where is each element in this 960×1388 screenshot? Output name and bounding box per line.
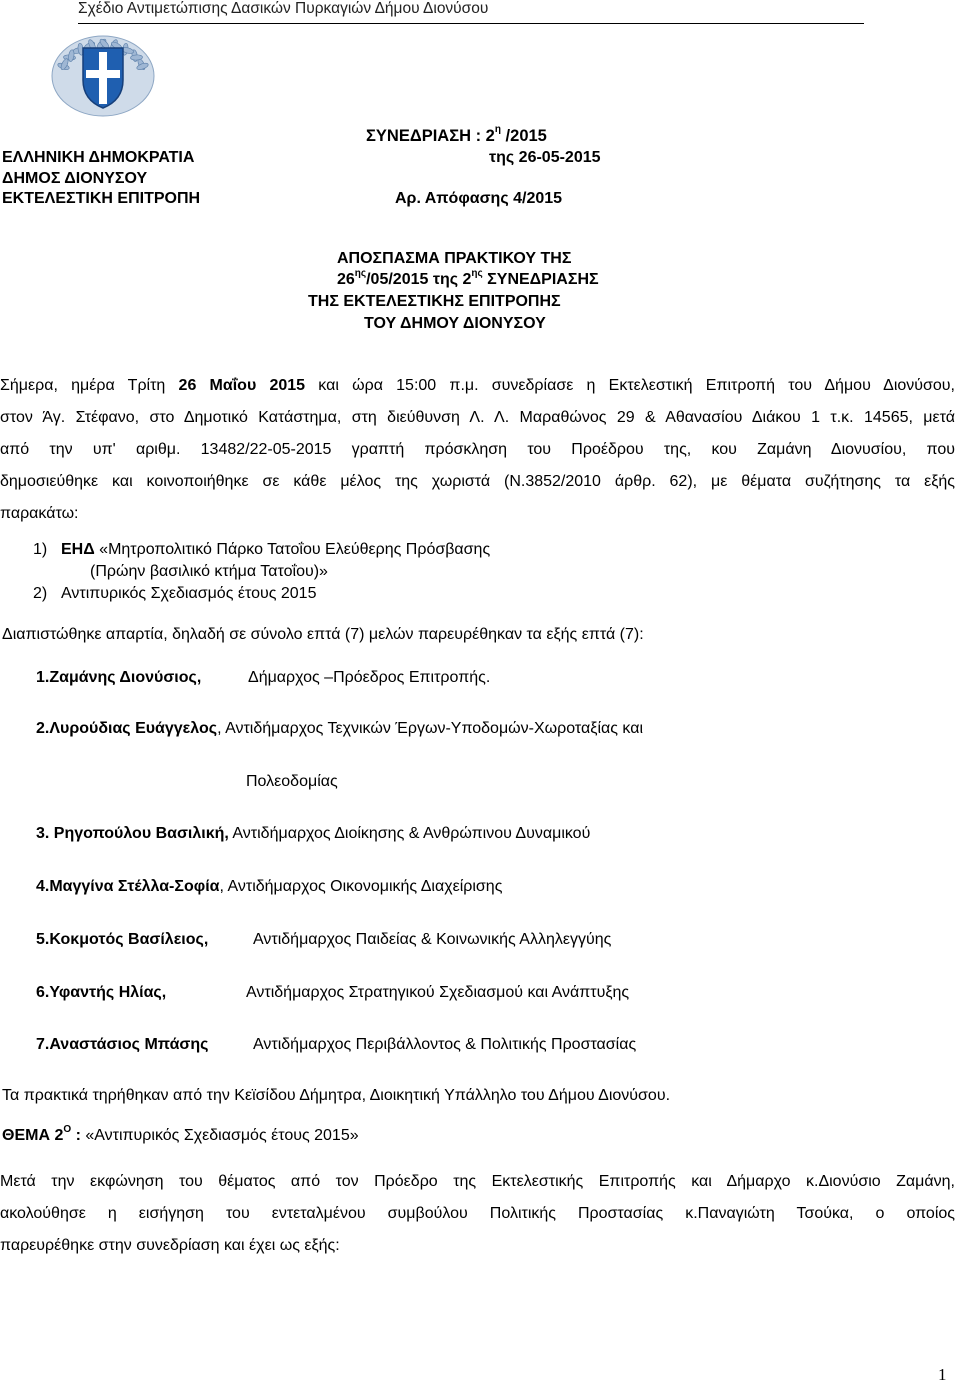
- member-4-role: , Αντιδήμαρχος Οικονομικής Διαχείρισης: [219, 878, 503, 895]
- title-line-3: ΤΗΣ ΕΚΤΕΛΕΣΤΙΚΗΣ ΕΠΙΤΡΟΠΗΣ: [308, 293, 561, 310]
- intro-line-1: [0, 370, 955, 402]
- agenda-item-1-bold: ΕΗΔ: [61, 541, 95, 558]
- intro-line-2: στον Άγ. Στέφανο, στο Δημοτικό Κατάστημα, στη διεύθυνση Λ. Λ. Μαραθώνος 29 & Αθανασίου Διάκου 1 τ.κ. 14565, μετά: [0, 409, 955, 426]
- republic-label: ΕΛΛΗΝΙΚΗ ΔΗΜΟΚΡΑΤΙΑ: [2, 149, 195, 166]
- agenda-item-1-text: «Μητροπολιτικό Πάρκο Τατοΐου Ελεύθερης Πρόσβασης: [94, 541, 491, 558]
- member-2: [36, 720, 643, 738]
- member-5-name: 5.Κοκμοτός Βασίλειος,: [36, 931, 209, 948]
- member-4: [36, 878, 502, 896]
- member-3: [36, 825, 590, 843]
- municipality-label: ΔΗΜΟΣ ΔΙΟΝΥΣΟΥ: [2, 170, 148, 187]
- intro-line-4: δημοσιεύθηκε και κοινοποιήθηκε σε κάθε μέλος της χωριστά (Ν.3852/2010 άρθρ. 62), με θέματα συζήτησης τα εξής: [0, 473, 955, 490]
- member-3-role: Αντιδήμαρχος Διοίκησης & Ανθρώπινου Δυναμικού: [228, 825, 591, 842]
- theme-text: «Αντιπυρικός Σχεδιασμός έτους 2015»: [80, 1127, 359, 1144]
- session-prefix: ΣΥΝΕΔΡΙΑΣΗ : 2: [366, 127, 495, 145]
- member-4-name: 4.Μαγγίνα Στέλλα-Σοφία: [36, 878, 220, 895]
- closing-line-3: παρευρέθηκε στην συνεδρίαση και έχει ως εξής:: [0, 1237, 340, 1254]
- title-line-2-b: /05/2015 της 2: [366, 271, 472, 288]
- title-line-1: ΑΠΟΣΠΑΣΜΑ ΠΡΑΚΤΙΚΟΥ ΤΗΣ: [337, 250, 572, 267]
- intro-line-5: παρακάτω:: [0, 505, 79, 522]
- member-2-role-continued: Πολεοδομίας: [246, 773, 338, 790]
- session-suffix: /2015: [500, 127, 547, 145]
- intro-line-3: από την υπ' αριθμ. 13482/22-05-2015 γραπτή πρόσκληση του Προέδρου της, κου Ζαμάνη Διονυσίου, που: [0, 441, 955, 458]
- theme-label-a: ΘΕΜΑ 2: [2, 1127, 64, 1144]
- session-date: της 26-05-2015: [489, 149, 601, 166]
- document-header-title: Σχέδιο Αντιμετώπισης Δασικών Πυρκαγιών Δήμου Διονύσου: [78, 0, 489, 17]
- minutes-keeper: Τα πρακτικά τηρήθηκαν από την Κεϊσίδου Δήμητρα, Διοικητική Υπάλληλο του Δήμου Διονύσου.: [2, 1087, 671, 1104]
- member-5-role: Αντιδήμαρχος Παιδείας & Κοινωνικής Αλληλεγγύης: [253, 931, 612, 948]
- page-number: 1: [938, 1365, 947, 1384]
- intro-l1-a: Σήμερα, ημέρα Τρίτη: [0, 377, 179, 394]
- theme-heading: [2, 1124, 359, 1145]
- member-1-role: Δήμαρχος –Πρόεδρος Επιτροπής.: [248, 669, 491, 686]
- greek-emblem-icon: [50, 34, 156, 118]
- agenda-item-2-number: 2): [33, 585, 48, 602]
- session-number: [366, 124, 547, 146]
- member-6-role: Αντιδήμαρχος Στρατηγικού Σχεδιασμού και Ανάπτυξης: [246, 984, 630, 1001]
- member-3-name: 3. Ρηγοπούλου Βασιλική,: [36, 825, 229, 842]
- intro-l1-c: και ώρα 15:00 π.μ. συνεδρίασε η Εκτελεστική Επιτροπή του Δήμου Διονύσου,: [305, 377, 956, 394]
- member-7-name: 7.Αναστάσιος Μπάσης: [36, 1036, 209, 1053]
- decision-number: Αρ. Απόφασης 4/2015: [395, 190, 563, 207]
- closing-line-2: ακολούθησε η εισήγηση του εντεταλμένου συμβούλου Πολιτικής Προστασίας κ.Παναγιώτη Τσούκα, ο οποίος: [0, 1205, 955, 1222]
- title-line-2-c: ΣΥΝΕΔΡΙΑΣΗΣ: [482, 271, 599, 288]
- member-7-role: Αντιδήμαρχος Περιβάλλοντος & Πολιτικής Προστασίας: [253, 1036, 637, 1053]
- title-line-2-sup1: ης: [354, 268, 367, 279]
- title-line-2: [337, 268, 599, 289]
- theme-label-b: :: [71, 1127, 81, 1144]
- agenda-item-1-number: 1): [33, 541, 48, 558]
- closing-line-1: Μετά την εκφώνηση του θέματος από τον Πρόεδρο της Εκτελεστικής Επιτροπής και Δήμαρχο κ.Διονύσιο Ζαμάνη,: [0, 1173, 955, 1190]
- intro-l1-b: 26 Μαΐου 2015: [178, 377, 306, 394]
- committee-label: ΕΚΤΕΛΕΣΤΙΚΗ ΕΠΙΤΡΟΠΗ: [2, 190, 201, 207]
- agenda-item-2: Αντιπυρικός Σχεδιασμός έτους 2015: [61, 585, 317, 602]
- agenda-item-1: [61, 541, 490, 559]
- laurel-leaf: [130, 55, 142, 61]
- intro-paragraph: [0, 370, 955, 530]
- quorum-statement: Διαπιστώθηκε απαρτία, δηλαδή σε σύνολο επτά (7) μελών παρευρέθηκαν τα εξής επτά (7):: [2, 626, 644, 643]
- closing-paragraph: [0, 1166, 955, 1262]
- theme-label-sup: Ο: [63, 1124, 72, 1135]
- agenda-item-1-continued: (Πρώην βασιλικό κτήμα Τατοΐου)»: [90, 563, 328, 580]
- member-2-name: 2.Λυρούδιας Ευάγγελος: [36, 720, 218, 737]
- member-1-name: 1.Ζαμάνης Διονύσιος,: [36, 669, 202, 686]
- title-line-2-sup2: ης: [471, 268, 483, 279]
- member-6-name: 6.Υφαντής Ηλίας,: [36, 984, 167, 1001]
- header-divider: [78, 23, 864, 24]
- title-line-2-a: 26: [337, 271, 355, 288]
- session-sup: η: [494, 124, 501, 135]
- member-2-role: , Αντιδήμαρχος Τεχνικών Έργων-Υποδομών-Χωροταξίας και: [217, 720, 644, 737]
- title-line-4: ΤΟΥ ΔΗΜΟΥ ΔΙΟΝΥΣΟΥ: [364, 315, 546, 332]
